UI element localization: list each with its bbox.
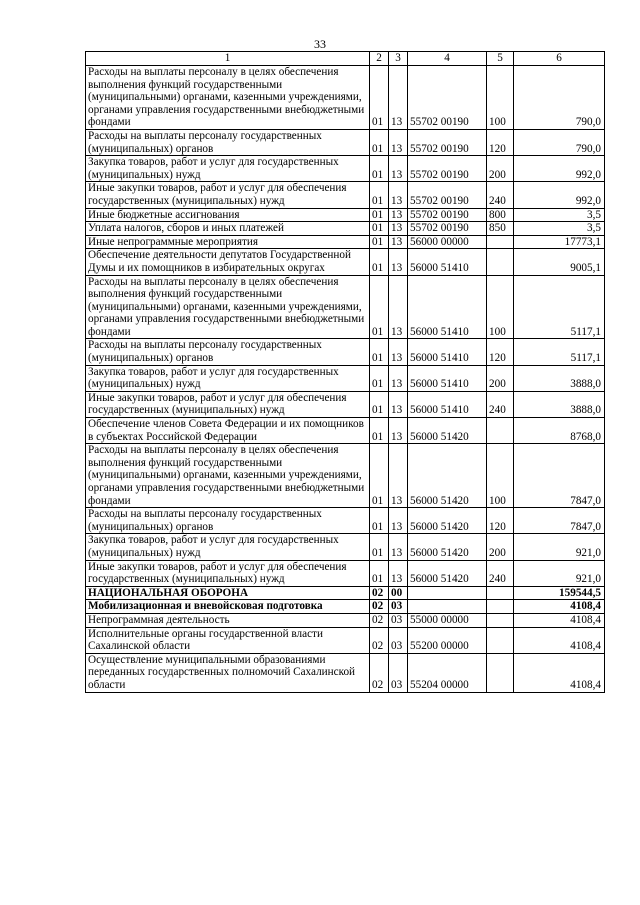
cell-csr: 56000 00000 [408,235,487,249]
cell-sec: 01 [370,66,389,130]
cell-name: Иные непрограммные мероприятия [86,235,370,249]
cell-sum: 4108,4 [514,653,605,692]
cell-vr: 100 [487,444,514,508]
cell-sub: 03 [389,627,408,653]
cell-name: Закупка товаров, работ и услуг для государственных (муниципальных) нужд [86,365,370,391]
cell-sec: 02 [370,613,389,627]
cell-sec: 01 [370,249,389,275]
table-body [86,66,605,693]
cell-csr: 56000 51410 [408,365,487,391]
cell-sub: 03 [389,613,408,627]
cell-vr: 240 [487,182,514,208]
table-row [86,600,605,614]
cell-sec: 01 [370,508,389,534]
table-row [86,444,605,508]
cell-name: Расходы на выплаты персоналу государственных (муниципальных) органов [86,339,370,365]
table-row [86,534,605,560]
cell-sub: 13 [389,275,408,339]
cell-sub: 13 [389,222,408,236]
cell-vr: 100 [487,275,514,339]
cell-vr [487,653,514,692]
column-header: 3 [389,52,408,66]
cell-vr [487,249,514,275]
cell-name: Иные закупки товаров, работ и услуг для обеспечения государственных (муниципальных) нужд [86,560,370,586]
cell-csr: 56000 51410 [408,391,487,417]
cell-csr: 55702 00190 [408,182,487,208]
column-header: 1 [86,52,370,66]
cell-sec: 01 [370,182,389,208]
cell-vr: 200 [487,534,514,560]
table-row [86,235,605,249]
cell-sum: 992,0 [514,182,605,208]
cell-sub: 13 [389,508,408,534]
cell-sub: 13 [389,235,408,249]
cell-sec: 01 [370,560,389,586]
cell-sub: 13 [389,418,408,444]
cell-sub: 13 [389,560,408,586]
table-row [86,365,605,391]
cell-sum: 4108,4 [514,613,605,627]
table-row [86,627,605,653]
cell-sec: 01 [370,156,389,182]
cell-sum: 3888,0 [514,365,605,391]
cell-sec: 01 [370,235,389,249]
cell-sec: 01 [370,444,389,508]
cell-csr: 56000 51420 [408,418,487,444]
cell-csr: 56000 51420 [408,444,487,508]
cell-sum: 921,0 [514,534,605,560]
cell-sum: 9005,1 [514,249,605,275]
cell-vr: 120 [487,339,514,365]
cell-vr [487,613,514,627]
table-row [86,508,605,534]
cell-csr [408,586,487,600]
cell-csr: 55000 00000 [408,613,487,627]
cell-vr: 120 [487,508,514,534]
cell-name: Расходы на выплаты персоналу в целях обеспечения выполнения функций государственными (муниципальными) органами, казенными учреждениями, органами управления государственными внебюджетными фондами [86,66,370,130]
cell-name: Расходы на выплаты персоналу в целях обеспечения выполнения функций государственными (муниципальными) органами, казенными учреждениями, органами управления государственными внебюджетными фондами [86,275,370,339]
cell-csr [408,600,487,614]
cell-sub: 03 [389,600,408,614]
cell-name: Осуществление муниципальными образованиями переданных государственных полномочий Сахалинской области [86,653,370,692]
cell-sec: 02 [370,600,389,614]
cell-sum: 790,0 [514,129,605,155]
cell-sum: 8768,0 [514,418,605,444]
cell-sub: 13 [389,339,408,365]
cell-sec: 01 [370,339,389,365]
cell-vr [487,586,514,600]
column-header: 2 [370,52,389,66]
cell-sec: 01 [370,418,389,444]
cell-vr [487,235,514,249]
cell-name: Исполнительные органы государственной власти Сахалинской области [86,627,370,653]
cell-name: Расходы на выплаты персоналу в целях обеспечения выполнения функций государственными (муниципальными) органами, казенными учреждениями, органами управления государственными внебюджетными фондами [86,444,370,508]
cell-vr: 100 [487,66,514,130]
cell-sec: 01 [370,275,389,339]
table-row [86,275,605,339]
cell-name: Непрограммная деятельность [86,613,370,627]
table-header-row [86,52,605,66]
cell-sum: 921,0 [514,560,605,586]
cell-name: Мобилизационная и вневойсковая подготовка [86,600,370,614]
cell-sum: 4108,4 [514,600,605,614]
cell-name: Уплата налогов, сборов и иных платежей [86,222,370,236]
cell-sum: 4108,4 [514,627,605,653]
cell-sec: 01 [370,208,389,222]
cell-vr: 120 [487,129,514,155]
cell-name: Обеспечение членов Совета Федерации и их помощников в субъектах Российской Федерации [86,418,370,444]
cell-vr: 200 [487,365,514,391]
cell-sub: 13 [389,444,408,508]
cell-sec: 01 [370,222,389,236]
cell-name: Закупка товаров, работ и услуг для государственных (муниципальных) нужд [86,534,370,560]
cell-sub: 03 [389,653,408,692]
cell-sub: 13 [389,534,408,560]
budget-table [85,51,605,693]
cell-name: Иные закупки товаров, работ и услуг для обеспечения государственных (муниципальных) нужд [86,391,370,417]
cell-csr: 55702 00190 [408,129,487,155]
table-row [86,66,605,130]
cell-vr [487,600,514,614]
cell-sub: 00 [389,586,408,600]
cell-vr: 800 [487,208,514,222]
cell-name: Закупка товаров, работ и услуг для государственных (муниципальных) нужд [86,156,370,182]
table-row [86,560,605,586]
cell-sum: 790,0 [514,66,605,130]
table-row [86,208,605,222]
cell-vr: 240 [487,391,514,417]
cell-sub: 13 [389,129,408,155]
column-header: 6 [514,52,605,66]
cell-sec: 01 [370,534,389,560]
cell-vr: 200 [487,156,514,182]
cell-sum: 5117,1 [514,275,605,339]
cell-csr: 56000 51410 [408,249,487,275]
cell-sum: 3888,0 [514,391,605,417]
cell-sum: 7847,0 [514,508,605,534]
cell-sec: 01 [370,365,389,391]
cell-sum: 7847,0 [514,444,605,508]
cell-sum: 17773,1 [514,235,605,249]
cell-name: Иные бюджетные ассигнования [86,208,370,222]
table-row [86,156,605,182]
cell-csr: 56000 51420 [408,560,487,586]
cell-csr: 55702 00190 [408,156,487,182]
cell-sub: 13 [389,182,408,208]
cell-sub: 13 [389,66,408,130]
table-row [86,391,605,417]
table-row [86,418,605,444]
cell-sum: 3,5 [514,222,605,236]
table-row [86,586,605,600]
cell-sub: 13 [389,391,408,417]
cell-name: Обеспечение деятельности депутатов Государственной Думы и их помощников в избирательных округах [86,249,370,275]
cell-csr: 55702 00190 [408,222,487,236]
column-header: 5 [487,52,514,66]
cell-csr: 56000 51410 [408,275,487,339]
cell-sec: 02 [370,653,389,692]
cell-vr: 240 [487,560,514,586]
cell-name: Иные закупки товаров, работ и услуг для обеспечения государственных (муниципальных) нужд [86,182,370,208]
table-row [86,182,605,208]
cell-name: НАЦИОНАЛЬНАЯ ОБОРОНА [86,586,370,600]
cell-sum: 5117,1 [514,339,605,365]
table-row [86,129,605,155]
cell-csr: 56000 51420 [408,508,487,534]
cell-name: Расходы на выплаты персоналу государственных (муниципальных) органов [86,129,370,155]
cell-csr: 55702 00190 [408,208,487,222]
column-header: 4 [408,52,487,66]
cell-csr: 55702 00190 [408,66,487,130]
cell-csr: 56000 51410 [408,339,487,365]
cell-sum: 159544,5 [514,586,605,600]
cell-sec: 02 [370,627,389,653]
table-row [86,339,605,365]
cell-csr: 56000 51420 [408,534,487,560]
cell-sub: 13 [389,365,408,391]
cell-vr: 850 [487,222,514,236]
cell-name: Расходы на выплаты персоналу государственных (муниципальных) органов [86,508,370,534]
table-row [86,249,605,275]
cell-sub: 13 [389,249,408,275]
cell-vr [487,627,514,653]
cell-sub: 13 [389,156,408,182]
cell-sec: 01 [370,391,389,417]
page-number: 33 [314,37,326,51]
cell-sub: 13 [389,208,408,222]
cell-sum: 992,0 [514,156,605,182]
cell-csr: 55200 00000 [408,627,487,653]
cell-csr: 55204 00000 [408,653,487,692]
cell-vr [487,418,514,444]
table-row [86,222,605,236]
table-row [86,653,605,692]
table-row [86,613,605,627]
cell-sec: 02 [370,586,389,600]
cell-sec: 01 [370,129,389,155]
cell-sum: 3,5 [514,208,605,222]
